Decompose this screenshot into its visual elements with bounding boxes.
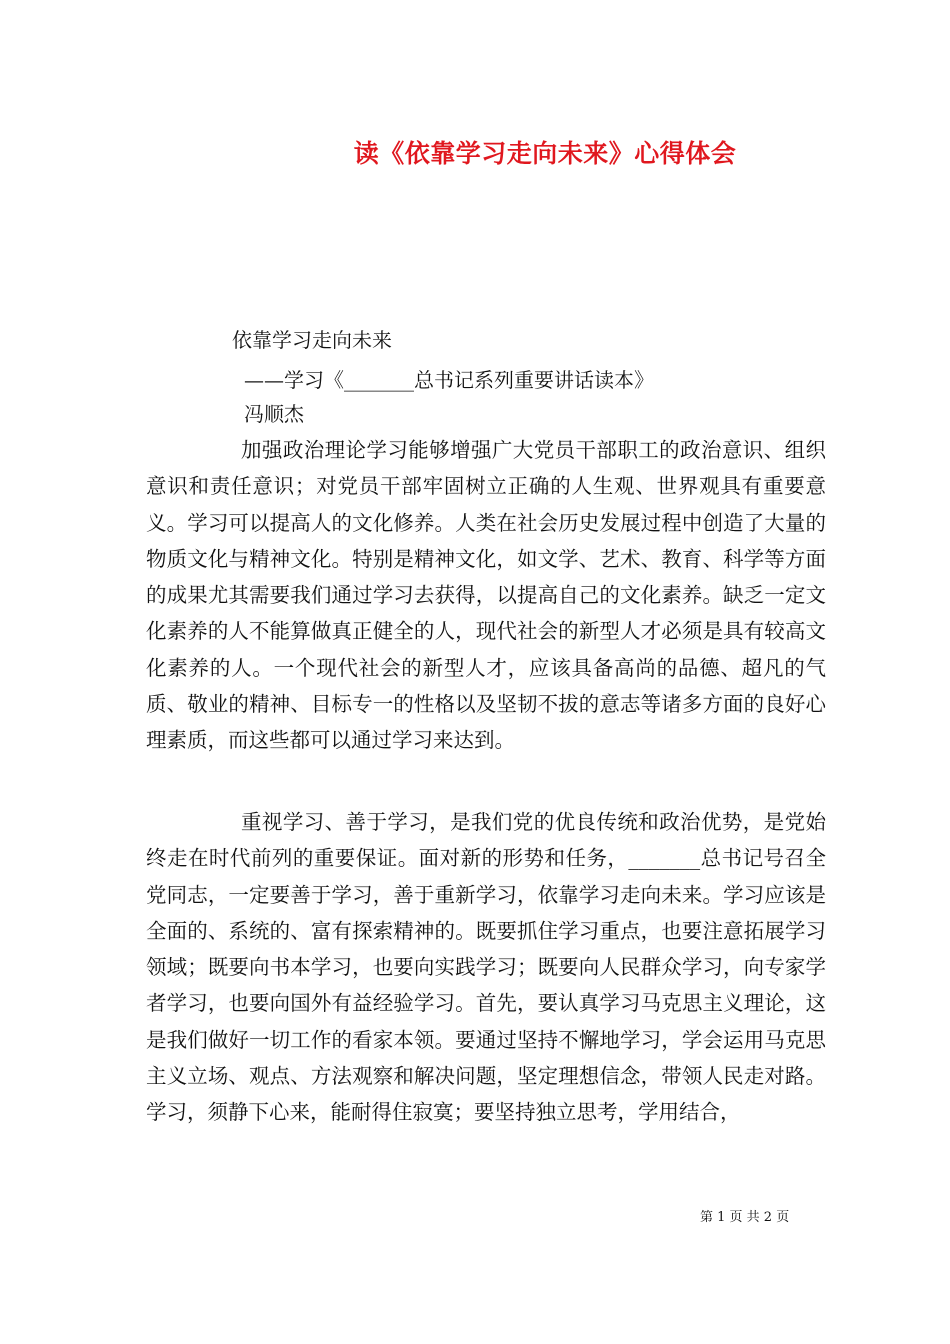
document-title: 读《依靠学习走向未来》心得体会 bbox=[353, 139, 737, 168]
article-heading: 依靠学习走向未来 bbox=[232, 328, 392, 352]
author-name: 冯顺杰 bbox=[244, 402, 304, 426]
article-subheading: ——学习《_______总书记系列重要讲话读本》 bbox=[244, 368, 654, 392]
paragraph-1: 加强政治理论学习能够增强广大党员干部职工的政治意识、组织意识和责任意识；对党员干部牢固树立正确的人生观、世界观具有重要意义。学习可以提高人的文化修养。人类在社会历史发展过程中创造了大量的物质文化与精神文化。特别是精神文化，如文学、艺术、教育、科学等方面的成果尤其需要我们通过学习去获得，以提高自己的文化素养。缺乏一定文化素养的人不能算做真正健全的人，现代社会的新型人才必须是具有较高文化素养的人。一个现代社会的新型人才，应该具备高尚的品德、超凡的气质、敬业的精神、目标专一的性格以及坚韧不拔的意志等诸多方面的良好心理素质，而这些都可以通过学习来达到。 bbox=[146, 438, 826, 753]
page-number-footer: 第 1 页 共 2 页 bbox=[700, 1210, 790, 1225]
paragraph-2: 重视学习、善于学习，是我们党的优良传统和政治优势，是党始终走在时代前列的重要保证。面对新的形势和任务，_______总书记号召全党同志，一定要善于学习，善于重新学习，依靠学习走向未来。学习应该是全面的、系统的、富有探索精神的。既要抓住学习重点，也要注意拓展学习领域；既要向书本学习，也要向实践学习；既要向人民群众学习，向专家学者学习，也要向国外有益经验学习。首先，要认真学习马克思主义理论，这是我们做好一切工作的看家本领。要通过坚持不懈地学习，学会运用马克思主义立场、观点、方法观察和解决问题，坚定理想信念，带领人民走对路。学习，须静下心来，能耐得住寂寞；要坚持独立思考，学用结合， bbox=[146, 810, 826, 1125]
